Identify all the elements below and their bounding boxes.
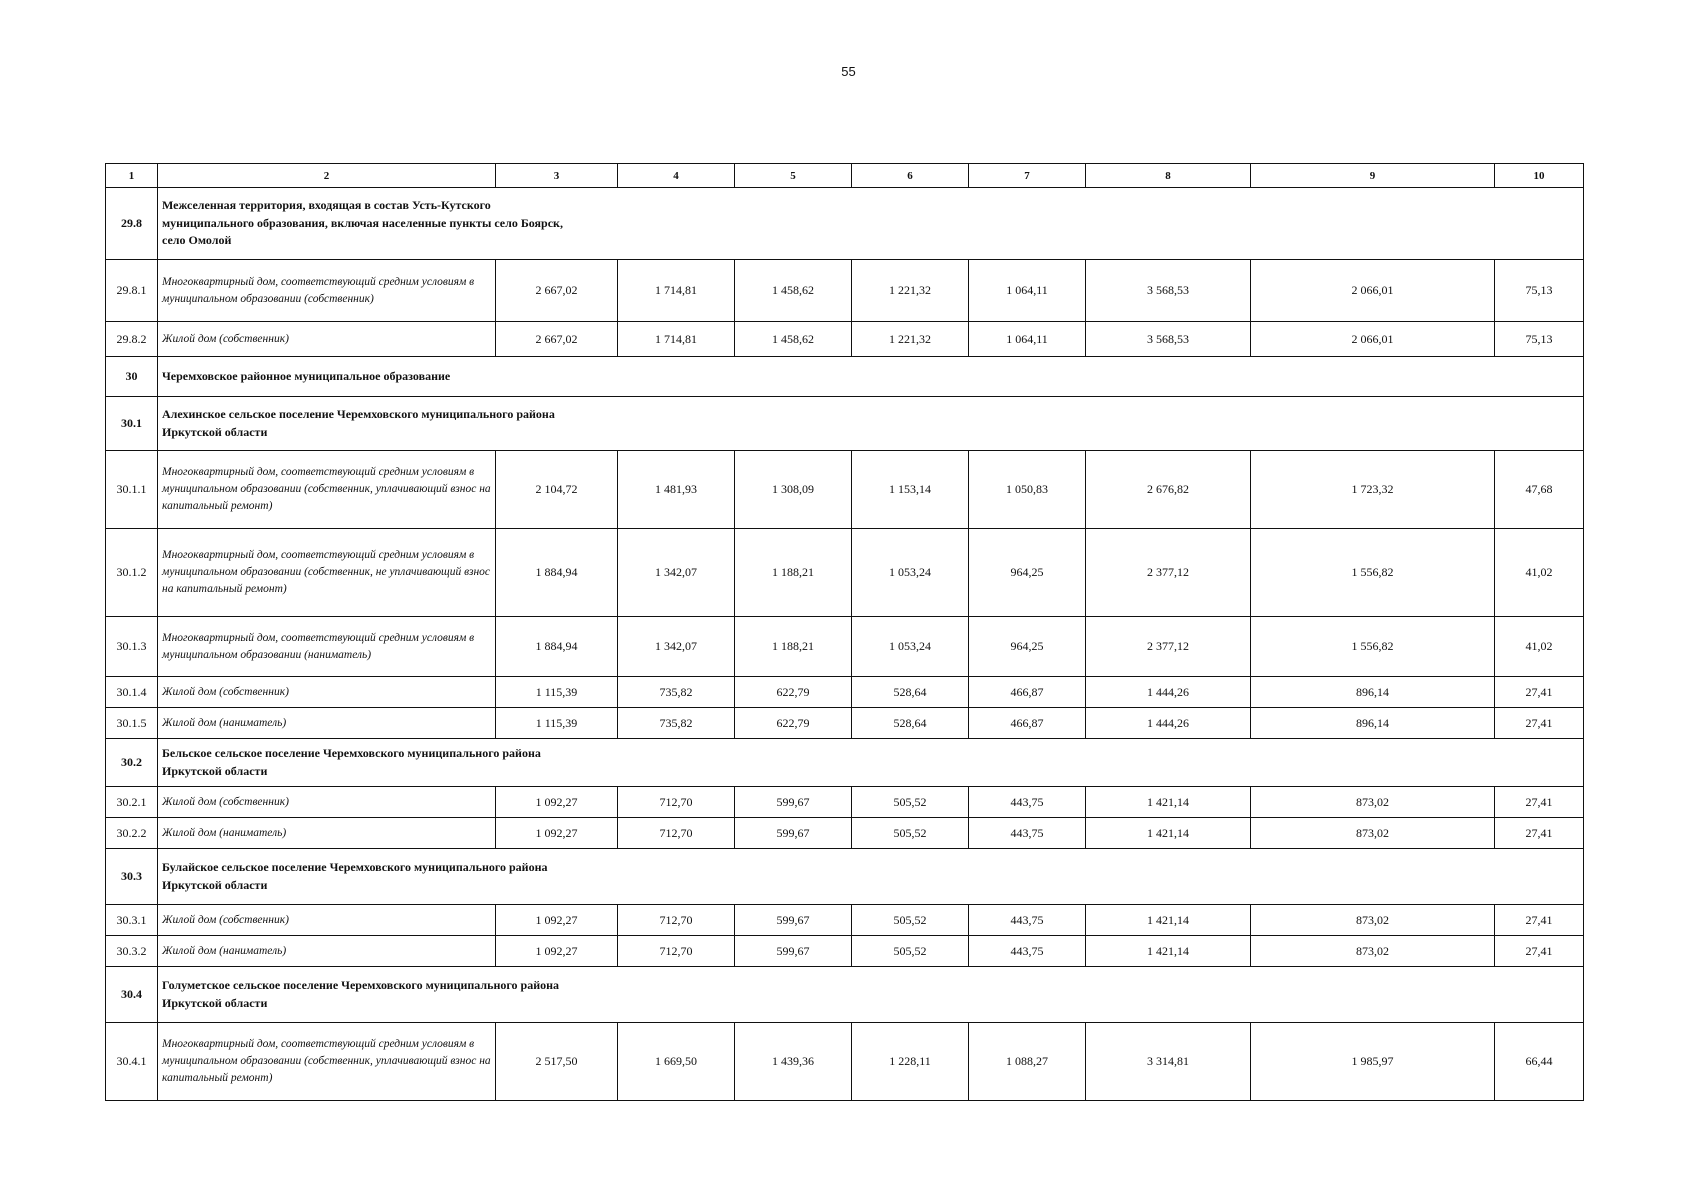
column-number: 5 [735, 164, 852, 188]
value-cell: 896,14 [1251, 677, 1495, 708]
value-cell: 599,67 [735, 936, 852, 967]
value-cell: 1 188,21 [735, 529, 852, 617]
value-cell: 2 066,01 [1251, 260, 1495, 322]
value-cell: 1 714,81 [618, 260, 735, 322]
value-cell: 964,25 [969, 617, 1086, 677]
value-cell: 712,70 [618, 787, 735, 818]
value-cell: 2 377,12 [1086, 617, 1251, 677]
row-name: Алехинское сельское поселение Черемховского муниципального района Иркутской области [158, 397, 1584, 451]
row-name: Многоквартирный дом, соответствующий средним условиям в муниципальном образовании (собственник, уплачивающий взнос на капитальный ремонт) [158, 451, 496, 529]
row-name: Многоквартирный дом, соответствующий средним условиям в муниципальном образовании (собственник) [158, 260, 496, 322]
value-cell: 1 421,14 [1086, 936, 1251, 967]
value-cell: 1 669,50 [618, 1023, 735, 1101]
value-cell: 3 568,53 [1086, 322, 1251, 357]
row-name: Жилой дом (собственник) [158, 905, 496, 936]
value-cell: 466,87 [969, 708, 1086, 739]
value-cell: 41,02 [1495, 617, 1584, 677]
table-body [106, 164, 1584, 1101]
value-cell: 712,70 [618, 905, 735, 936]
section-row [106, 739, 1584, 787]
table-row [106, 1023, 1584, 1101]
value-cell: 3 568,53 [1086, 260, 1251, 322]
value-cell: 873,02 [1251, 818, 1495, 849]
value-cell: 1 458,62 [735, 260, 852, 322]
row-name: Жилой дом (собственник) [158, 322, 496, 357]
value-cell: 1 458,62 [735, 322, 852, 357]
value-cell: 1 092,27 [496, 787, 618, 818]
row-code: 30.2 [106, 739, 158, 787]
section-row [106, 849, 1584, 905]
row-code: 30.3.1 [106, 905, 158, 936]
value-cell: 1 985,97 [1251, 1023, 1495, 1101]
value-cell: 873,02 [1251, 936, 1495, 967]
row-name: Межселенная территория, входящая в состав Усть-Кутского муниципального образования, включая населенные пункты село Боярск, село Омолой [158, 188, 1584, 260]
column-number: 10 [1495, 164, 1584, 188]
row-name: Жилой дом (собственник) [158, 787, 496, 818]
value-cell: 622,79 [735, 708, 852, 739]
value-cell: 27,41 [1495, 905, 1584, 936]
value-cell: 712,70 [618, 936, 735, 967]
value-cell: 1 064,11 [969, 260, 1086, 322]
table-row [106, 617, 1584, 677]
table-row [106, 322, 1584, 357]
value-cell: 2 377,12 [1086, 529, 1251, 617]
row-code: 30.3 [106, 849, 158, 905]
row-code: 30.1 [106, 397, 158, 451]
value-cell: 712,70 [618, 818, 735, 849]
row-name: Черемховское районное муниципальное образование [158, 357, 1584, 397]
row-name: Жилой дом (собственник) [158, 677, 496, 708]
value-cell: 1 421,14 [1086, 905, 1251, 936]
value-cell: 528,64 [852, 677, 969, 708]
value-cell: 599,67 [735, 818, 852, 849]
value-cell: 1 884,94 [496, 529, 618, 617]
value-cell: 1 342,07 [618, 617, 735, 677]
value-cell: 1 115,39 [496, 708, 618, 739]
value-cell: 443,75 [969, 818, 1086, 849]
row-name: Жилой дом (наниматель) [158, 708, 496, 739]
row-name: Жилой дом (наниматель) [158, 936, 496, 967]
column-number-row [106, 164, 1584, 188]
value-cell: 1 714,81 [618, 322, 735, 357]
table-row [106, 818, 1584, 849]
table-row [106, 787, 1584, 818]
value-cell: 1 421,14 [1086, 818, 1251, 849]
column-number: 7 [969, 164, 1086, 188]
value-cell: 443,75 [969, 936, 1086, 967]
column-number: 4 [618, 164, 735, 188]
value-cell: 1 092,27 [496, 936, 618, 967]
section-row [106, 967, 1584, 1023]
row-name: Многоквартирный дом, соответствующий средним условиям в муниципальном образовании (собственник, не уплачивающий взнос на капитальный ремонт) [158, 529, 496, 617]
row-code: 30.4.1 [106, 1023, 158, 1101]
value-cell: 1 053,24 [852, 617, 969, 677]
page-number: 55 [841, 64, 856, 79]
value-cell: 505,52 [852, 936, 969, 967]
row-code: 30.1.1 [106, 451, 158, 529]
value-cell: 622,79 [735, 677, 852, 708]
value-cell: 1 092,27 [496, 818, 618, 849]
column-number: 1 [106, 164, 158, 188]
column-number: 3 [496, 164, 618, 188]
value-cell: 1 221,32 [852, 322, 969, 357]
value-cell: 41,02 [1495, 529, 1584, 617]
value-cell: 1 221,32 [852, 260, 969, 322]
value-cell: 964,25 [969, 529, 1086, 617]
row-code: 29.8.1 [106, 260, 158, 322]
value-cell: 2 066,01 [1251, 322, 1495, 357]
value-cell: 27,41 [1495, 787, 1584, 818]
value-cell: 2 676,82 [1086, 451, 1251, 529]
value-cell: 1 050,83 [969, 451, 1086, 529]
value-cell: 1 556,82 [1251, 617, 1495, 677]
row-name: Булайское сельское поселение Черемховского муниципального района Иркутской области [158, 849, 1584, 905]
value-cell: 1 439,36 [735, 1023, 852, 1101]
value-cell: 47,68 [1495, 451, 1584, 529]
value-cell: 1 115,39 [496, 677, 618, 708]
value-cell: 75,13 [1495, 322, 1584, 357]
row-code: 30.1.4 [106, 677, 158, 708]
value-cell: 2 104,72 [496, 451, 618, 529]
row-name: Жилой дом (наниматель) [158, 818, 496, 849]
column-number: 8 [1086, 164, 1251, 188]
value-cell: 1 228,11 [852, 1023, 969, 1101]
row-name: Многоквартирный дом, соответствующий средним условиям в муниципальном образовании (наниматель) [158, 617, 496, 677]
row-code: 29.8 [106, 188, 158, 260]
value-cell: 599,67 [735, 905, 852, 936]
value-cell: 1 088,27 [969, 1023, 1086, 1101]
row-code: 29.8.2 [106, 322, 158, 357]
column-number: 6 [852, 164, 969, 188]
value-cell: 27,41 [1495, 677, 1584, 708]
row-code: 30.2.2 [106, 818, 158, 849]
value-cell: 443,75 [969, 905, 1086, 936]
value-cell: 1 064,11 [969, 322, 1086, 357]
row-code: 30.1.3 [106, 617, 158, 677]
value-cell: 735,82 [618, 677, 735, 708]
value-cell: 1 556,82 [1251, 529, 1495, 617]
value-cell: 1 053,24 [852, 529, 969, 617]
value-cell: 27,41 [1495, 818, 1584, 849]
value-cell: 1 308,09 [735, 451, 852, 529]
table-row [106, 677, 1584, 708]
value-cell: 66,44 [1495, 1023, 1584, 1101]
value-cell: 2 667,02 [496, 260, 618, 322]
row-code: 30.1.5 [106, 708, 158, 739]
value-cell: 2 667,02 [496, 322, 618, 357]
column-number: 9 [1251, 164, 1495, 188]
value-cell: 27,41 [1495, 708, 1584, 739]
value-cell: 3 314,81 [1086, 1023, 1251, 1101]
value-cell: 873,02 [1251, 787, 1495, 818]
value-cell: 1 188,21 [735, 617, 852, 677]
row-code: 30.2.1 [106, 787, 158, 818]
row-code: 30.4 [106, 967, 158, 1023]
value-cell: 896,14 [1251, 708, 1495, 739]
value-cell: 1 884,94 [496, 617, 618, 677]
row-code: 30 [106, 357, 158, 397]
value-cell: 2 517,50 [496, 1023, 618, 1101]
tariff-table [105, 163, 1584, 1101]
value-cell: 1 444,26 [1086, 677, 1251, 708]
row-code: 30.3.2 [106, 936, 158, 967]
column-number: 2 [158, 164, 496, 188]
section-row [106, 357, 1584, 397]
value-cell: 528,64 [852, 708, 969, 739]
value-cell: 1 444,26 [1086, 708, 1251, 739]
value-cell: 735,82 [618, 708, 735, 739]
row-code: 30.1.2 [106, 529, 158, 617]
table-row [106, 529, 1584, 617]
value-cell: 505,52 [852, 905, 969, 936]
table-row [106, 708, 1584, 739]
value-cell: 75,13 [1495, 260, 1584, 322]
value-cell: 1 723,32 [1251, 451, 1495, 529]
value-cell: 1 342,07 [618, 529, 735, 617]
table-row [106, 936, 1584, 967]
table-row [106, 905, 1584, 936]
value-cell: 466,87 [969, 677, 1086, 708]
value-cell: 599,67 [735, 787, 852, 818]
section-row [106, 188, 1584, 260]
value-cell: 505,52 [852, 787, 969, 818]
value-cell: 505,52 [852, 818, 969, 849]
value-cell: 1 153,14 [852, 451, 969, 529]
table-row [106, 260, 1584, 322]
value-cell: 1 092,27 [496, 905, 618, 936]
value-cell: 1 481,93 [618, 451, 735, 529]
value-cell: 1 421,14 [1086, 787, 1251, 818]
table-row [106, 451, 1584, 529]
value-cell: 27,41 [1495, 936, 1584, 967]
value-cell: 873,02 [1251, 905, 1495, 936]
row-name: Голуметское сельское поселение Черемховского муниципального района Иркутской области [158, 967, 1584, 1023]
section-row [106, 397, 1584, 451]
row-name: Многоквартирный дом, соответствующий средним условиям в муниципальном образовании (собственник, уплачивающий взнос на капитальный ремонт) [158, 1023, 496, 1101]
value-cell: 443,75 [969, 787, 1086, 818]
row-name: Бельское сельское поселение Черемховского муниципального района Иркутской области [158, 739, 1584, 787]
